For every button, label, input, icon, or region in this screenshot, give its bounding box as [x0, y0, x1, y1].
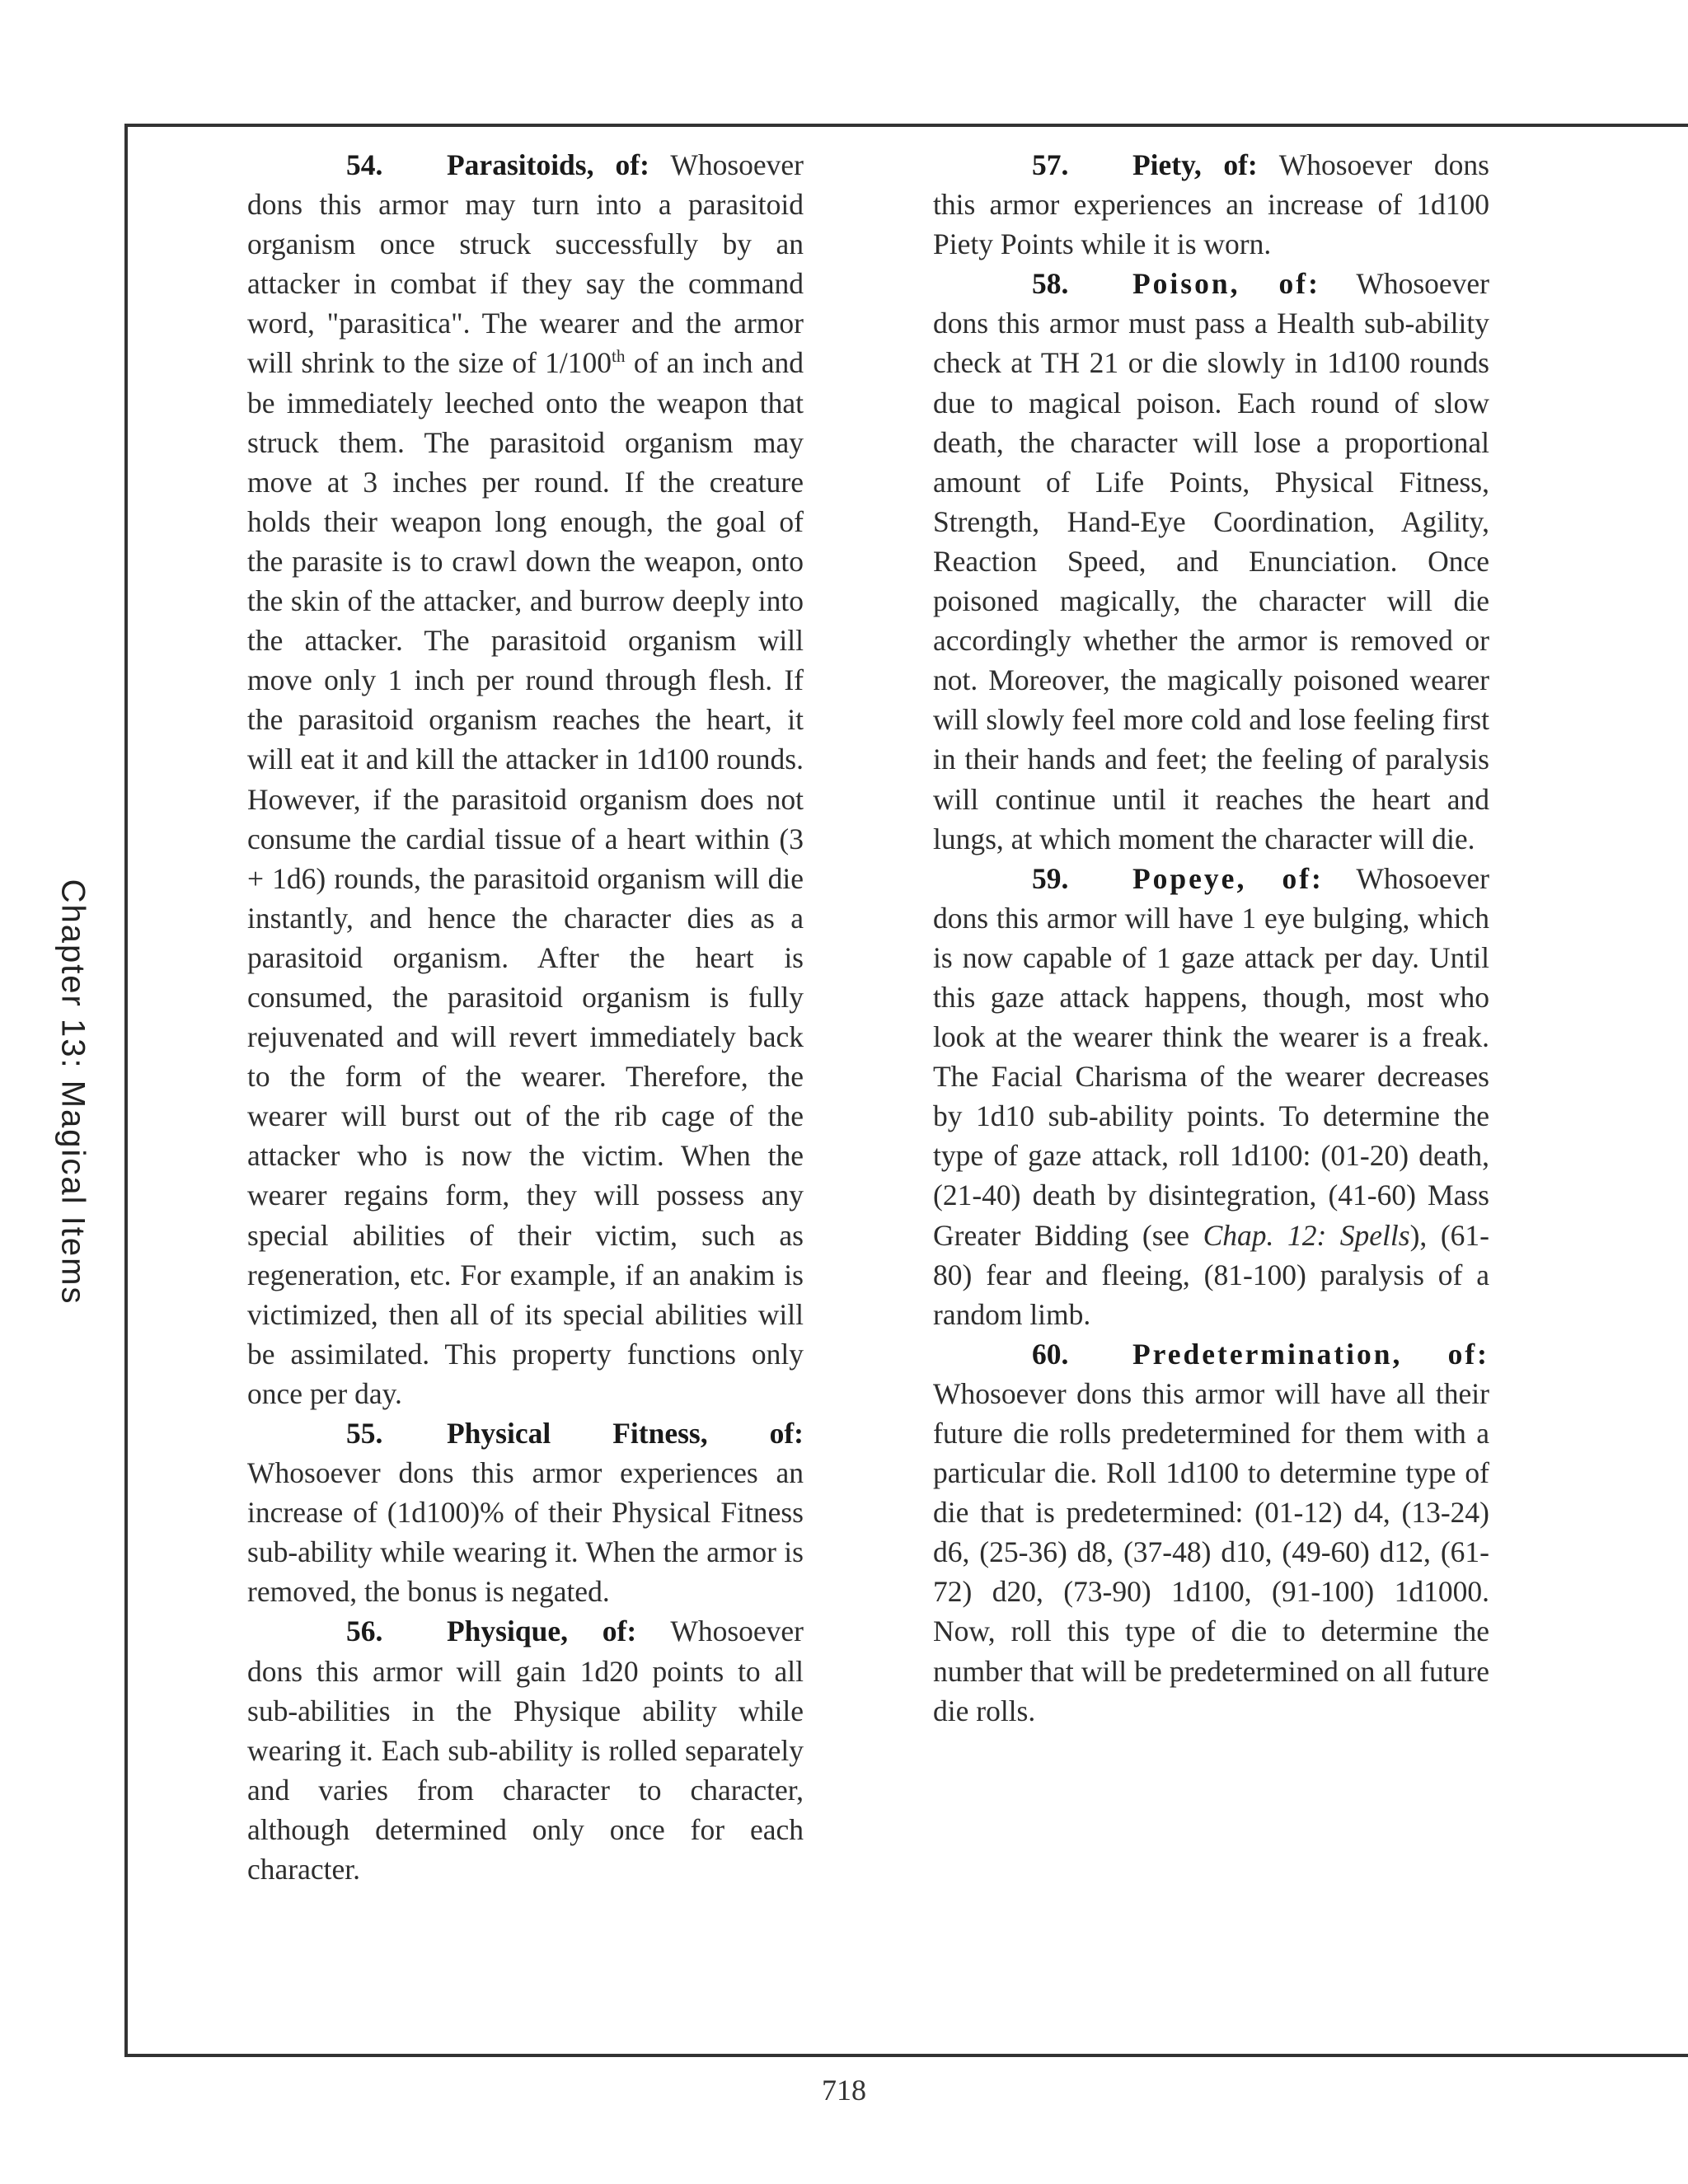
entry-title: Physique, of: — [447, 1615, 637, 1648]
entry-physical-fitness — [247, 1413, 804, 1611]
entry-title: Physical Fitness, of: — [447, 1417, 804, 1450]
entry-title: Parasitoids, of: — [447, 148, 649, 181]
entry-number: 55. — [346, 1417, 383, 1450]
entry-text: ), (61-80) fear and fleeing, (81-100) paralysis of a random limb. — [933, 1218, 1489, 1331]
entry-number: 59. — [1032, 861, 1069, 895]
entry-parasitoids — [247, 145, 804, 1413]
entry-text: Whosoever dons this armor will gain 1d20 points to all sub-abilities in the Physique ability while wearing it. Each sub-ability is rolled separately and varies from character to character, although determined only once for each character. — [247, 1615, 804, 1886]
superscript: th — [612, 346, 626, 367]
entry-number: 54. — [346, 148, 383, 181]
entry-text: Whosoever dons this armor will have all their future die rolls predetermined for them with a particular die. Roll 1d100 to determine type of die that is predetermined: (01-12) d4, (13-24) d6, (25-36) d8, (37-48) d10, (49-60) d12, (61-72) d20, (73-90) 1d100, (91-100) 1d1000. Now, roll this type of die to determine the number that will be predetermined on all future die rolls. — [933, 1376, 1489, 1727]
entry-predetermination — [933, 1334, 1489, 1731]
page-number: 718 — [822, 2074, 866, 2107]
entry-title: Poison, of: — [1132, 267, 1320, 301]
chapter-header-text: Chapter 13: Magical Items — [54, 879, 91, 1305]
left-column — [247, 145, 804, 1889]
entry-text: Whosoever dons this armor experiences an increase of (1d100)% of their Physical Fitness sub-ability while wearing it. When the armor is removed, the bonus is negated. — [247, 1456, 804, 1609]
entry-poison — [933, 264, 1489, 858]
entry-physique — [247, 1611, 804, 1889]
entry-text: Whosoever dons this armor must pass a Health sub-ability check at TH 21 or die slowly in 1d100 rounds due to magical poison. Each round of slow death, the character will lose a proportional amount of Life Points, Physical Fitness, Strength, Hand-Eye Coordination, Agility, Reaction Speed, and Enunciation. Once poisoned magically, the character will die accordingly whether the armor is removed or not. Moreover, the magically poisoned wearer will slowly feel more cold and lose feeling first in their hands and feet; the feeling of paralysis will continue until it reaches the heart and lungs, at which moment the character will die. — [933, 267, 1490, 855]
entry-title: Predetermination, of: — [1132, 1337, 1489, 1371]
entry-text: of an inch and be immediately leeched onto the weapon that struck them. The parasitoid organism may move at 3 inches per round. If the creature holds their weapon long enough, the goal of the parasite is to crawl down the weapon, onto the skin of the attacker, and burrow deeply into the attacker. The parasitoid organism will move only 1 inch per round through flesh. If the parasitoid organism reaches the heart, it will eat it and kill the attacker in 1d100 rounds. However, if the parasitoid organism does not consume the cardial tissue of a heart within (3 + 1d6) rounds, the parasitoid organism will die instantly, and hence the character dies as a parasitoid organism. After the heart is consumed, the parasitoid organism is fully rejuvenated and will revert immediately back to the form of the wearer. Therefore, the wearer will burst out of the rib cage of the attacker who is now the victim. When the wearer regains form, they will possess any special abilities of their victim, such as regeneration, etc. For example, if an anakim is victimized, then all of its special abilities will be assimilated. This property functions only once per day. — [247, 346, 804, 1410]
entry-text: Whosoever dons this armor experiences an increase of 1d100 Piety Points while it is worn. — [933, 148, 1489, 261]
entry-text: Whosoever dons this armor may turn into a parasitoid organism once struck successfully by an attacker in combat if they say the command word, "parasitica". The wearer and the armor will shrink to the size of 1/100 — [247, 148, 804, 380]
entry-popeye — [933, 859, 1489, 1334]
entry-number: 60. — [1032, 1337, 1069, 1371]
entry-number: 58. — [1032, 267, 1069, 301]
entry-text: Whosoever dons this armor will have 1 eye bulging, which is now capable of 1 gaze attack per day. Until this gaze attack happens, though, most who look at the wearer think the wearer is a freak. The Facial Charisma of the wearer decreases by 1d10 sub-ability points. To determine the type of gaze attack, roll 1d100: (01-20) death, (21-40) death by disintegration, (41-60) Mass Greater Bidding (see — [933, 861, 1489, 1252]
entry-piety — [933, 145, 1489, 264]
right-column — [933, 145, 1489, 1731]
chapter-reference: Chap. 12: Spells — [1203, 1218, 1410, 1252]
entry-title: Piety, of: — [1132, 148, 1258, 181]
entry-number: 56. — [346, 1615, 383, 1648]
entry-number: 57. — [1032, 148, 1069, 181]
entry-title: Popeye, of: — [1132, 861, 1324, 895]
